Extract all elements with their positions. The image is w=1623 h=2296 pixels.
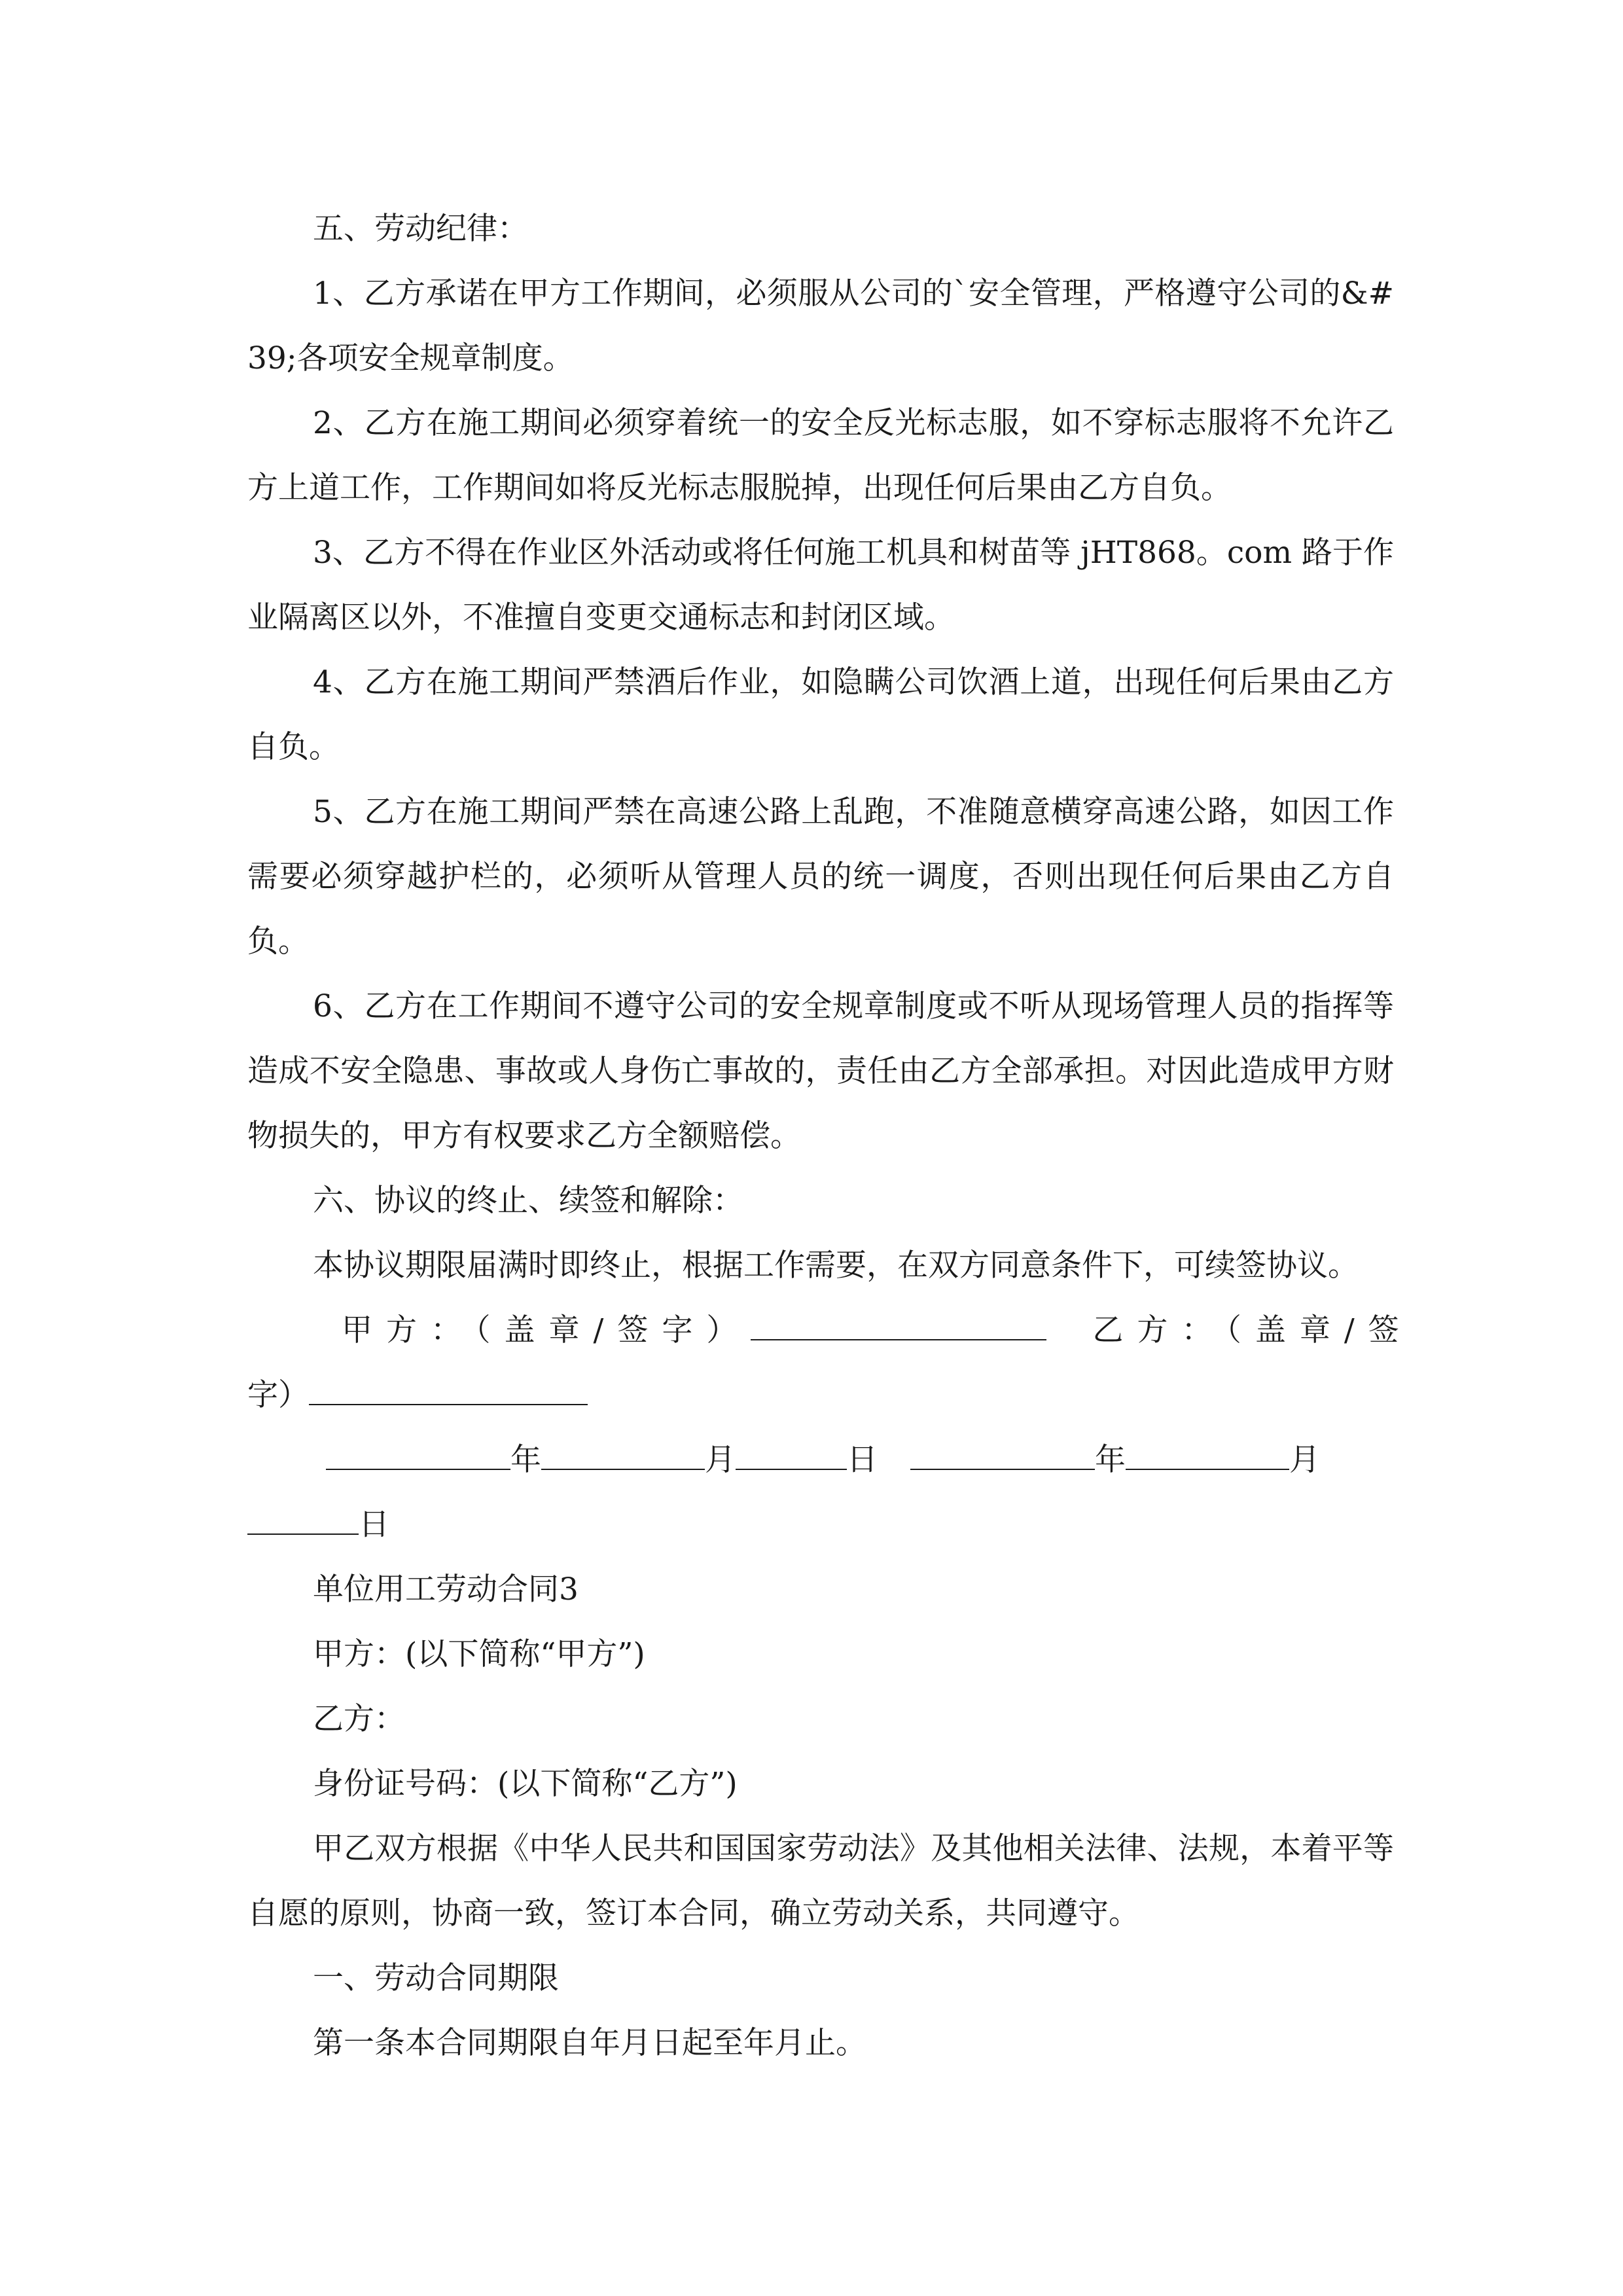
clause-1: 1、乙方承诺在甲方工作期间，必须服从公司的`安全管理，严格遵守公司的&#39;各项安全规章制度。 <box>247 276 1394 376</box>
day-label-a: 日 <box>847 1442 878 1478</box>
month-label-a: 月 <box>705 1442 736 1478</box>
day-label-b: 日 <box>359 1507 389 1543</box>
year-label-b: 年 <box>1095 1442 1126 1478</box>
document-body <box>247 196 1413 2075</box>
clause-6: 6、乙方在工作期间不遵守公司的安全规章制度或不听从现场管理人员的指挥等造成不安全隐患、事故或人身伤亡事故的，责任由乙方全部承担。对因此造成甲方财物损失的，甲方有权要求乙方全额赔偿。 <box>247 988 1394 1154</box>
clause-3: 3、乙方不得在作业区外活动或将任何施工机具和树苗等 jHT868。com 路于作业隔离区以外，不准擅自变更交通标志和封闭区域。 <box>247 535 1394 636</box>
party-b-signature-label: 乙方：（盖章/签 <box>1092 1312 1413 1348</box>
clause-4: 4、乙方在施工期间严禁酒后作业，如隐瞒公司饮酒上道，出现任何后果由乙方自负。 <box>247 664 1394 765</box>
signature-block <box>247 1298 1413 1557</box>
clause-2: 2、乙方在施工期间必须穿着统一的安全反光标志服，如不穿标志服将不允许乙方上道工作，工作期间如将反光标志服脱掉，出现任何后果由乙方自负。 <box>247 405 1394 506</box>
party-a-day-blank[interactable] <box>736 1443 847 1470</box>
contract3-party-a: 甲方：(以下简称“甲方”) <box>313 1636 645 1672</box>
party-a-signature-label: 甲方：（盖章/签字） <box>342 1312 751 1348</box>
date-line-2 <box>247 1492 1394 1557</box>
contract3-id-number: 身份证号码：(以下简称“乙方”) <box>313 1766 738 1802</box>
clause-5: 5、乙方在施工期间严禁在高速公路上乱跑，不准随意横穿高速公路，如因工作需要必须穿越护栏的，必须听从管理人员的统一调度，否则出现任何后果由乙方自负。 <box>247 794 1394 960</box>
contract3-article1: 第一条本合同期限自年月日起至年月止。 <box>313 2025 866 2061</box>
section-heading-termination: 六、协议的终止、续签和解除： <box>313 1183 743 1219</box>
party-a-month-blank[interactable] <box>541 1443 705 1470</box>
termination-text: 本协议期限届满时即终止，根据工作需要，在双方同意条件下，可续签协议。 <box>313 1247 1359 1283</box>
signature-line-2 <box>247 1363 1394 1427</box>
contract3-intro: 甲乙双方根据《中华人民共和国国家劳动法》及其他相关法律、法规，本着平等自愿的原则，协商一致，签订本合同，确立劳动关系，共同遵守。 <box>247 1831 1394 1931</box>
contract3-section1-heading: 一、劳动合同期限 <box>313 1960 559 1996</box>
year-label-a: 年 <box>510 1442 541 1478</box>
month-label-b: 月 <box>1289 1442 1320 1478</box>
contract3-party-b: 乙方： <box>313 1701 405 1737</box>
contract3-title: 单位用工劳动合同3 <box>313 1571 579 1607</box>
party-a-signature-blank[interactable] <box>751 1313 1046 1340</box>
party-b-signature-blank[interactable] <box>309 1378 588 1405</box>
party-a-year-blank[interactable] <box>326 1443 510 1470</box>
date-line-1 <box>247 1427 1394 1492</box>
party-b-signature-label-cont: 字） <box>247 1377 309 1413</box>
party-b-year-blank[interactable] <box>910 1443 1095 1470</box>
signature-line-1 <box>247 1298 1413 1363</box>
party-b-month-blank[interactable] <box>1126 1443 1289 1470</box>
section-heading-labor-discipline: 五、劳动纪律： <box>313 211 528 247</box>
party-b-day-blank[interactable] <box>247 1507 359 1535</box>
